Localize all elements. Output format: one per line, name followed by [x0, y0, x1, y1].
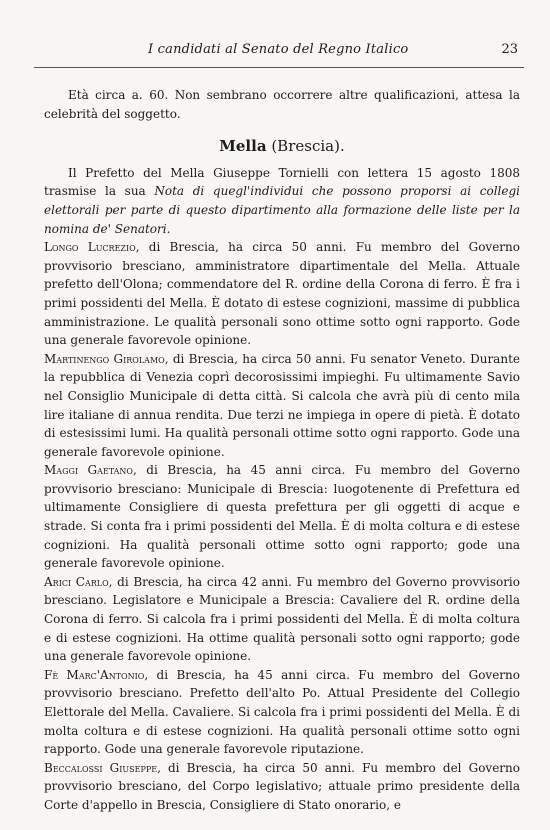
- preamble-paragraph: [44, 164, 520, 238]
- section-title-region: (Brescia).: [271, 137, 345, 156]
- running-header: [30, 40, 520, 60]
- page-number: 23: [501, 42, 518, 57]
- entry-name: Arici Carlo: [44, 574, 109, 589]
- entry-text: , di Brescia, ha circa 42 anni. Fu membro del Governo provvisorio bresciano. Legislatore e Municipale a Brescia: Cavaliere del R. ordine della Corona di ferro. Si calcola fra i primi possidenti del Mella. È di molta coltura e di estese cognizioni. Ha ottime qualità personali sotto ogni rapporto; gode una generale favorevole opinione.: [44, 574, 520, 664]
- entry-text: , di Brescia, ha circa 50 anni. Fu senator Veneto. Durante la repubblica di Venezia coprì decorosissimi impieghi. Fu ultimamente Savio nel Consiglio Municipale di detta città. Si calcola che avrà più di cento mila lire italiane di annua rendita. Due terzi ne impiega in opere di pietà. È dotato di estesissimi lumi. Ha qualità personali ottime sotto ogni rapporto. Gode una generale favorevole opinione.: [44, 351, 520, 459]
- preamble-text: Il Prefetto del Mella Giuseppe Tornielli con lettera 15 agosto 1808 trasmise la sua: [44, 165, 520, 199]
- entry-text: , di Brescia, ha circa 50 anni. Fu membro del Governo provvisorio bresciano, del Corpo legislativo; attuale primo presidente della Corte d'appello in Brescia, Consigliere di Stato onorario, e: [44, 760, 520, 812]
- page-body: [44, 86, 520, 815]
- entry-maggi: [44, 461, 520, 573]
- entry-name: Beccalossi Giuseppe: [44, 760, 158, 775]
- entry-text: , di Brescia, ha 45 anni circa. Fu membro del Governo provvisorio bresciano. Prefetto dell'alto Po. Attual Presidente del Collegio Elettorale del Mella. Cavaliere. Si calcola fra i primi possidenti del Mella. È di molta coltura e di estese cognizioni. Ha qualità personali ottime sotto ogni rapporto. Gode una generale favorevole riputazione.: [44, 667, 520, 757]
- entry-name: Martinengo Girolamo: [44, 351, 165, 366]
- section-heading: [44, 137, 520, 156]
- entry-martinengo: [44, 350, 520, 462]
- entry-name: Fè Marc'Antonio: [44, 667, 145, 682]
- entry-text: , di Brescia, ha 45 anni circa. Fu membro del Governo provvisorio bresciano: Municipale di Brescia: luogotenente di Prefettura ed ultimamente Consigliere di questa prefettura per gli oggetti di acque e strade. Si conta fra i primi possidenti del Mella. È di molta coltura e di estese cognizioni. Ha qualità personali ottime sotto ogni rapporto; gode una generale favorevole opinione.: [44, 463, 520, 571]
- entry-arici: [44, 573, 520, 666]
- intro-paragraph: Età circa a. 60. Non sembrano occorrere altre qualificazioni, attesa la celebrità del soggetto.: [44, 88, 520, 121]
- entry-name: Longo Lucrezio: [44, 240, 136, 255]
- preamble-italic: Nota di quegl'individui che possono proporsi ai collegi elettorali per parte di questo dipartimento alla formazione delle liste per la nomina de' Senatori.: [44, 184, 520, 236]
- entry-name: Maggi Gaetano: [44, 463, 133, 478]
- entry-fe: [44, 666, 520, 759]
- entry-beccalossi: [44, 759, 520, 815]
- header-rule: [34, 67, 524, 68]
- section-title-name: Mella: [219, 137, 267, 156]
- running-title: I candidati al Senato del Regno Italico: [148, 42, 409, 57]
- entry-text: , di Brescia, ha circa 50 anni. Fu membro del Governo provvisorio bresciano, amministratore dipartimentale del Mella. Attuale prefetto dell'Olona; commendatore del R. ordine della Corona di ferro. È fra i primi possidenti del Mella. È dotato di estese cognizioni, massime di pubblica amministrazione. Le qualità personali sono ottime sotto ogni rapporto. Gode una generale favorevole opinione.: [44, 240, 521, 348]
- entry-longo: [44, 238, 520, 350]
